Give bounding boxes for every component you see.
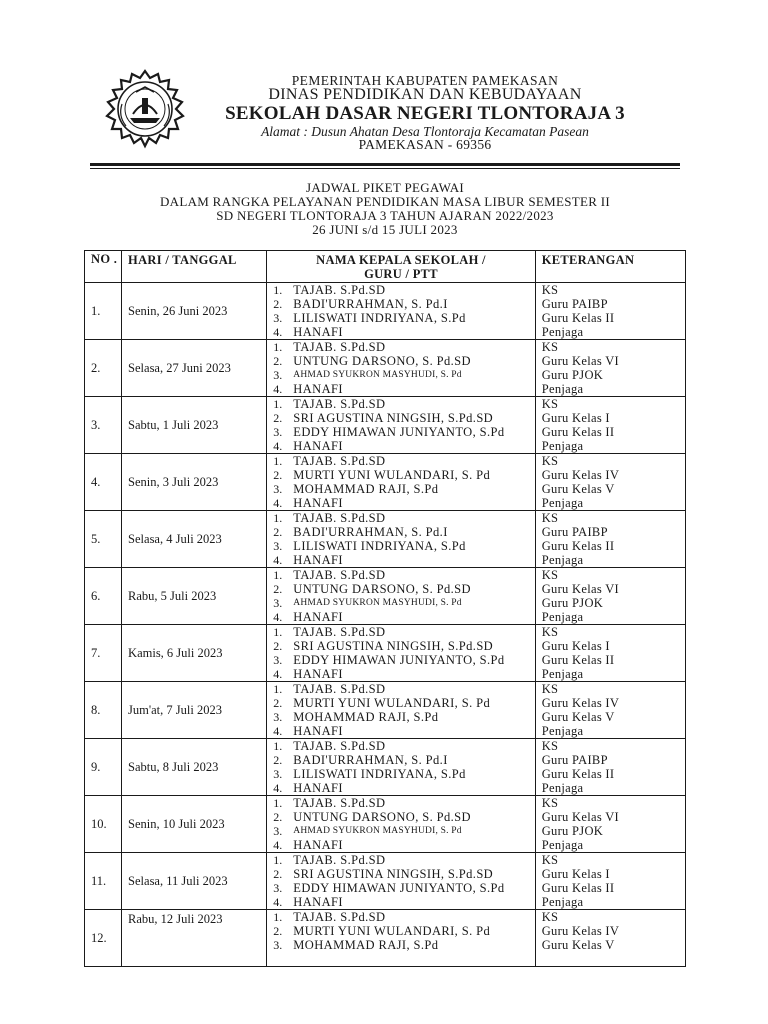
staff-name: HANAFI — [293, 895, 343, 909]
staff-list-item — [267, 468, 534, 482]
row-staff-names — [267, 739, 535, 796]
staff-list — [267, 511, 534, 567]
remark-item: Penjaga — [541, 724, 584, 738]
staff-name: MOHAMMAD RAJI, S.Pd — [293, 938, 439, 952]
staff-list-item — [267, 724, 534, 738]
staff-list-number: 3. — [273, 482, 283, 496]
table-row — [85, 796, 686, 853]
table-row — [85, 853, 686, 910]
row-remarks — [535, 568, 685, 625]
row-staff-names — [267, 340, 535, 397]
staff-list-number: 2. — [273, 411, 283, 425]
row-day-date: Selasa, 4 Juli 2023 — [122, 511, 267, 568]
staff-list-item — [267, 596, 534, 610]
document-subtitle: DALAM RANGKA PELAYANAN PENDIDIKAN MASA LIBUR SEMESTER II — [159, 194, 611, 209]
row-day-date: Selasa, 11 Juli 2023 — [122, 853, 267, 910]
staff-name: LILISWATI INDRIYANA, S.Pd — [293, 539, 466, 553]
row-day-date: Rabu, 5 Juli 2023 — [122, 568, 267, 625]
row-number: 3. — [85, 397, 122, 454]
staff-name: UNTUNG DARSONO, S. Pd.SD — [293, 582, 471, 596]
staff-list-number: 1. — [273, 739, 283, 753]
row-number: 10. — [85, 796, 122, 853]
staff-list-item — [267, 824, 534, 838]
remarks-list — [536, 853, 685, 909]
remark-item: Guru Kelas VI — [541, 582, 619, 596]
schedule-table-wrapper — [84, 250, 686, 1024]
header-name-line2: GURU / PTT — [364, 267, 438, 281]
remark-item: Guru PAIBP — [541, 753, 608, 767]
staff-name: TAJAB. S.Pd.SD — [293, 796, 386, 810]
remarks-list — [536, 340, 685, 396]
row-staff-names — [267, 454, 535, 511]
staff-list-item — [267, 838, 534, 852]
table-row — [85, 511, 686, 568]
staff-name: HANAFI — [293, 781, 343, 795]
staff-list-item — [267, 881, 534, 895]
staff-name: MURTI YUNI WULANDARI, S. Pd — [293, 924, 491, 938]
staff-list — [267, 910, 534, 952]
row-number: 4. — [85, 454, 122, 511]
staff-list-item — [267, 297, 534, 311]
row-staff-names — [267, 682, 535, 739]
remark-item: Penjaga — [541, 895, 584, 909]
row-number: 8. — [85, 682, 122, 739]
staff-list-item — [267, 397, 534, 411]
remark-item: Penjaga — [541, 325, 584, 339]
staff-list-item — [267, 781, 534, 795]
staff-list-item — [267, 482, 534, 496]
row-day-date: Senin, 3 Juli 2023 — [122, 454, 267, 511]
staff-list-item — [267, 924, 534, 938]
remark-item: Guru Kelas V — [541, 938, 615, 952]
remark-item: KS — [541, 910, 559, 924]
staff-list-item — [267, 582, 534, 596]
staff-list-number: 2. — [273, 924, 283, 938]
remark-item: KS — [541, 568, 559, 582]
row-number: 12. — [85, 910, 122, 967]
staff-list-item — [267, 283, 534, 297]
staff-list-item — [267, 739, 534, 753]
header-day: HARI / TANGGAL — [122, 251, 267, 283]
staff-name: HANAFI — [293, 610, 343, 624]
remarks-list — [536, 454, 685, 510]
remark-item: Guru Kelas II — [541, 767, 615, 781]
row-number: 7. — [85, 625, 122, 682]
remark-item: Guru Kelas IV — [541, 468, 620, 482]
staff-list-item — [267, 311, 534, 325]
remark-item: Guru Kelas I — [541, 867, 610, 881]
table-row — [85, 682, 686, 739]
staff-list-number: 3. — [273, 938, 283, 952]
staff-list-item — [267, 382, 534, 396]
remark-item: KS — [541, 340, 559, 354]
staff-name: AHMAD SYUKRON MASYHUDI, S. Pd — [293, 598, 462, 608]
staff-list-number: 3. — [273, 767, 283, 781]
remark-item: Guru Kelas II — [541, 425, 615, 439]
letterhead-school-name: SEKOLAH DASAR NEGERI TLONTORAJA 3 — [225, 103, 625, 124]
staff-list-item — [267, 568, 534, 582]
remark-item: KS — [541, 739, 559, 753]
staff-name: HANAFI — [293, 553, 343, 567]
staff-name: HANAFI — [293, 496, 343, 510]
staff-list-item — [267, 938, 534, 952]
staff-list-number: 2. — [273, 525, 283, 539]
staff-list-number: 4. — [273, 325, 283, 339]
remarks-list — [536, 625, 685, 681]
staff-list-number: 1. — [273, 397, 283, 411]
staff-name: HANAFI — [293, 439, 343, 453]
staff-list-number: 2. — [273, 468, 283, 482]
remark-item: Penjaga — [541, 610, 584, 624]
staff-name: TAJAB. S.Pd.SD — [293, 511, 386, 525]
staff-name: TAJAB. S.Pd.SD — [293, 682, 386, 696]
staff-list-item — [267, 553, 534, 567]
header-remarks: KETERANGAN — [535, 251, 685, 283]
row-number: 11. — [85, 853, 122, 910]
remarks-list — [536, 796, 685, 852]
staff-list-number: 3. — [273, 710, 283, 724]
row-remarks — [535, 397, 685, 454]
staff-list-number: 1. — [273, 568, 283, 582]
row-staff-names — [267, 397, 535, 454]
staff-list-number: 2. — [273, 867, 283, 881]
row-day-date: Kamis, 6 Juli 2023 — [122, 625, 267, 682]
staff-list-number: 4. — [273, 895, 283, 909]
staff-list-item — [267, 610, 534, 624]
staff-list-number: 3. — [273, 425, 283, 439]
remark-item: Penjaga — [541, 838, 584, 852]
staff-list-number: 1. — [273, 340, 283, 354]
staff-list-number: 2. — [273, 297, 283, 311]
remark-item: Guru Kelas II — [541, 539, 615, 553]
staff-name: HANAFI — [293, 382, 343, 396]
row-day-date: Selasa, 27 Juni 2023 — [122, 340, 267, 397]
staff-list-item — [267, 354, 534, 368]
row-day-date: Sabtu, 8 Juli 2023 — [122, 739, 267, 796]
staff-list-number: 1. — [273, 511, 283, 525]
remarks-list — [536, 739, 685, 795]
staff-list-item — [267, 325, 534, 339]
staff-list-number: 4. — [273, 382, 283, 396]
staff-name: TAJAB. S.Pd.SD — [293, 853, 386, 867]
row-staff-names — [267, 625, 535, 682]
staff-list — [267, 568, 534, 624]
row-staff-names — [267, 511, 535, 568]
staff-list — [267, 625, 534, 681]
header-name-line1: NAMA KEPALA SEKOLAH / — [316, 253, 486, 267]
table-row — [85, 910, 686, 967]
table-row — [85, 625, 686, 682]
row-day-date: Senin, 26 Juni 2023 — [122, 283, 267, 340]
header-no: NO . — [85, 251, 122, 283]
remark-item: KS — [541, 283, 559, 297]
staff-name: TAJAB. S.Pd.SD — [293, 625, 386, 639]
staff-list-item — [267, 767, 534, 781]
staff-list — [267, 739, 534, 795]
staff-name: TAJAB. S.Pd.SD — [293, 397, 386, 411]
row-day-date: Senin, 10 Juli 2023 — [122, 796, 267, 853]
staff-list-item — [267, 853, 534, 867]
staff-list-item — [267, 411, 534, 425]
document-title: JADWAL PIKET PEGAWAI — [305, 180, 465, 195]
staff-list — [267, 397, 534, 453]
table-row — [85, 283, 686, 340]
staff-name: SRI AGUSTINA NINGSIH, S.Pd.SD — [293, 639, 494, 653]
staff-list-item — [267, 796, 534, 810]
row-number: 9. — [85, 739, 122, 796]
staff-name: TAJAB. S.Pd.SD — [293, 910, 386, 924]
letterhead-government: PEMERINTAH KABUPATEN PAMEKASAN — [291, 73, 559, 88]
regency-crest-icon — [100, 68, 190, 150]
remark-item: KS — [541, 796, 559, 810]
staff-list — [267, 340, 534, 396]
staff-name: AHMAD SYUKRON MASYHUDI, S. Pd — [293, 370, 462, 380]
row-number: 1. — [85, 283, 122, 340]
schedule-table — [84, 250, 686, 967]
staff-list-item — [267, 682, 534, 696]
staff-list-item — [267, 653, 534, 667]
staff-list — [267, 853, 534, 909]
table-row — [85, 454, 686, 511]
letterhead-address: Alamat : Dusun Ahatan Desa Tlontoraja Kecamatan Pasean — [261, 124, 589, 139]
staff-name: AHMAD SYUKRON MASYHUDI, S. Pd — [293, 826, 462, 836]
staff-list-number: 4. — [273, 724, 283, 738]
remark-item: Guru Kelas VI — [541, 810, 619, 824]
remarks-list — [536, 568, 685, 624]
row-staff-names — [267, 796, 535, 853]
staff-list-item — [267, 696, 534, 710]
staff-name: TAJAB. S.Pd.SD — [293, 568, 386, 582]
staff-name: MURTI YUNI WULANDARI, S. Pd — [293, 468, 491, 482]
staff-name: BADI'URRAHMAN, S. Pd.I — [293, 753, 448, 767]
remark-item: KS — [541, 682, 559, 696]
remark-item: KS — [541, 511, 559, 525]
staff-list-number: 3. — [273, 596, 283, 610]
remark-item: Penjaga — [541, 781, 584, 795]
staff-name: LILISWATI INDRIYANA, S.Pd — [293, 767, 466, 781]
staff-list-item — [267, 895, 534, 909]
row-staff-names — [267, 853, 535, 910]
remarks-list — [536, 397, 685, 453]
staff-name: HANAFI — [293, 667, 343, 681]
staff-list-item — [267, 439, 534, 453]
remark-item: Guru Kelas I — [541, 411, 610, 425]
staff-name: TAJAB. S.Pd.SD — [293, 454, 386, 468]
letterhead-divider-thin — [90, 168, 680, 169]
staff-list-number: 4. — [273, 553, 283, 567]
staff-list-number: 3. — [273, 881, 283, 895]
table-row — [85, 340, 686, 397]
staff-list-item — [267, 425, 534, 439]
remark-item: Guru Kelas II — [541, 311, 615, 325]
staff-list-item — [267, 539, 534, 553]
staff-list-number: 3. — [273, 824, 283, 838]
staff-list-number: 4. — [273, 610, 283, 624]
staff-name: BADI'URRAHMAN, S. Pd.I — [293, 525, 448, 539]
staff-list — [267, 454, 534, 510]
row-remarks — [535, 739, 685, 796]
remark-item: Penjaga — [541, 382, 584, 396]
remark-item: Guru PAIBP — [541, 297, 608, 311]
staff-list-item — [267, 810, 534, 824]
row-day-date: Rabu, 12 Juli 2023 — [122, 910, 267, 967]
document-date-range: 26 JUNI s/d 15 JULI 2023 — [312, 222, 458, 237]
staff-list-number: 3. — [273, 311, 283, 325]
row-remarks — [535, 682, 685, 739]
staff-name: HANAFI — [293, 724, 343, 738]
letterhead-divider — [90, 163, 680, 166]
staff-name: TAJAB. S.Pd.SD — [293, 283, 386, 297]
remark-item: Guru PJOK — [541, 368, 604, 382]
staff-list-item — [267, 525, 534, 539]
staff-name: EDDY HIMAWAN JUNIYANTO, S.Pd — [293, 881, 505, 895]
staff-name: EDDY HIMAWAN JUNIYANTO, S.Pd — [293, 653, 505, 667]
staff-list-item — [267, 910, 534, 924]
row-remarks — [535, 853, 685, 910]
table-row — [85, 739, 686, 796]
staff-list-number: 4. — [273, 439, 283, 453]
remark-item: Penjaga — [541, 439, 584, 453]
remark-item: KS — [541, 397, 559, 411]
remark-item: Guru Kelas V — [541, 482, 615, 496]
staff-list-item — [267, 340, 534, 354]
row-number: 5. — [85, 511, 122, 568]
remark-item: Guru Kelas II — [541, 653, 615, 667]
row-remarks — [535, 340, 685, 397]
staff-name: UNTUNG DARSONO, S. Pd.SD — [293, 810, 471, 824]
row-staff-names — [267, 910, 535, 967]
remark-item: Guru PAIBP — [541, 525, 608, 539]
staff-list-number: 3. — [273, 368, 283, 382]
staff-list — [267, 283, 534, 339]
staff-list-number: 1. — [273, 283, 283, 297]
remark-item: Guru Kelas IV — [541, 924, 620, 938]
staff-list-item — [267, 639, 534, 653]
table-row — [85, 397, 686, 454]
staff-list-item — [267, 753, 534, 767]
staff-list-number: 2. — [273, 753, 283, 767]
staff-list-item — [267, 625, 534, 639]
staff-name: UNTUNG DARSONO, S. Pd.SD — [293, 354, 471, 368]
row-day-date: Sabtu, 1 Juli 2023 — [122, 397, 267, 454]
staff-list-item — [267, 496, 534, 510]
staff-list-number: 3. — [273, 653, 283, 667]
row-number: 2. — [85, 340, 122, 397]
staff-name: EDDY HIMAWAN JUNIYANTO, S.Pd — [293, 425, 505, 439]
letterhead-city: PAMEKASAN - 69356 — [358, 137, 492, 152]
staff-list-number: 1. — [273, 853, 283, 867]
staff-list-number: 2. — [273, 639, 283, 653]
remark-item: KS — [541, 853, 559, 867]
row-number: 6. — [85, 568, 122, 625]
staff-list-number: 1. — [273, 454, 283, 468]
staff-list-number: 4. — [273, 781, 283, 795]
staff-name: TAJAB. S.Pd.SD — [293, 739, 386, 753]
staff-list — [267, 796, 534, 852]
remark-item: Guru Kelas V — [541, 710, 615, 724]
remark-item: KS — [541, 454, 559, 468]
row-remarks — [535, 283, 685, 340]
staff-list-item — [267, 667, 534, 681]
row-remarks — [535, 796, 685, 853]
staff-name: LILISWATI INDRIYANA, S.Pd — [293, 311, 466, 325]
remark-item: Guru Kelas VI — [541, 354, 619, 368]
staff-list-item — [267, 454, 534, 468]
remark-item: Penjaga — [541, 496, 584, 510]
row-remarks — [535, 511, 685, 568]
remark-item: KS — [541, 625, 559, 639]
table-header-row — [85, 251, 686, 283]
staff-list-number: 1. — [273, 796, 283, 810]
table-row — [85, 568, 686, 625]
staff-list-item — [267, 511, 534, 525]
row-staff-names — [267, 568, 535, 625]
staff-list-number: 1. — [273, 682, 283, 696]
staff-name: SRI AGUSTINA NINGSIH, S.Pd.SD — [293, 411, 494, 425]
remark-item: Guru PJOK — [541, 824, 604, 838]
staff-list-number: 2. — [273, 696, 283, 710]
staff-name: MOHAMMAD RAJI, S.Pd — [293, 482, 439, 496]
staff-name: MOHAMMAD RAJI, S.Pd — [293, 710, 439, 724]
remark-item: Penjaga — [541, 667, 584, 681]
staff-name: HANAFI — [293, 838, 343, 852]
remark-item: Penjaga — [541, 553, 584, 567]
staff-name: BADI'URRAHMAN, S. Pd.I — [293, 297, 448, 311]
remarks-list — [536, 682, 685, 738]
row-day-date: Jum'at, 7 Juli 2023 — [122, 682, 267, 739]
staff-list-number: 2. — [273, 582, 283, 596]
staff-name: TAJAB. S.Pd.SD — [293, 340, 386, 354]
remark-item: Guru PJOK — [541, 596, 604, 610]
row-remarks — [535, 454, 685, 511]
staff-list-item — [267, 368, 534, 382]
remarks-list — [536, 283, 685, 339]
staff-name: MURTI YUNI WULANDARI, S. Pd — [293, 696, 491, 710]
staff-name: SRI AGUSTINA NINGSIH, S.Pd.SD — [293, 867, 494, 881]
remarks-list — [536, 511, 685, 567]
staff-list-number: 4. — [273, 838, 283, 852]
remark-item: Guru Kelas II — [541, 881, 615, 895]
row-staff-names — [267, 283, 535, 340]
staff-list-number: 2. — [273, 810, 283, 824]
staff-list-number: 1. — [273, 910, 283, 924]
staff-list-number: 4. — [273, 667, 283, 681]
staff-list — [267, 682, 534, 738]
letterhead-department: DINAS PENDIDIKAN DAN KEBUDAYAAN — [268, 86, 582, 103]
remark-item: Guru Kelas IV — [541, 696, 620, 710]
document-school-year: SD NEGERI TLONTORAJA 3 TAHUN AJARAN 2022/2023 — [216, 208, 554, 223]
staff-list-number: 2. — [273, 354, 283, 368]
row-remarks — [535, 625, 685, 682]
remark-item: Guru Kelas I — [541, 639, 610, 653]
header-name — [267, 251, 535, 283]
remarks-list — [536, 910, 685, 952]
staff-name: HANAFI — [293, 325, 343, 339]
staff-list-item — [267, 710, 534, 724]
staff-list-item — [267, 867, 534, 881]
row-remarks — [535, 910, 685, 967]
staff-list-number: 3. — [273, 539, 283, 553]
staff-list-number: 1. — [273, 625, 283, 639]
staff-list-number: 4. — [273, 496, 283, 510]
